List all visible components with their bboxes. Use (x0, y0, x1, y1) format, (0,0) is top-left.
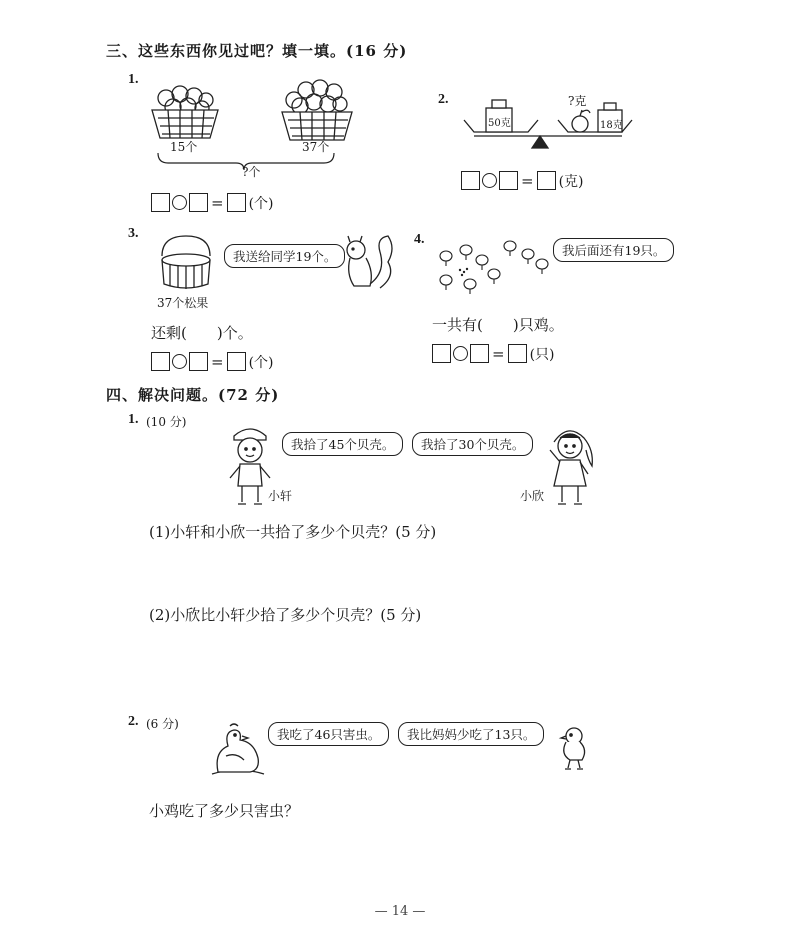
answer-box[interactable] (470, 344, 489, 363)
q3-1-number: 1. (128, 72, 139, 87)
q3-2-number: 2. (438, 92, 449, 107)
q3-3-number: 3. (128, 226, 139, 241)
chicken-speech-bubble: 我后面还有19只。 (553, 238, 674, 262)
q3-2-equation: = (克) (461, 170, 584, 191)
answer-box[interactable] (461, 171, 480, 190)
section-4-title: 四、解决问题。(72 分) (106, 386, 280, 404)
girl-xiaoxin-icon (544, 420, 600, 510)
hen-speech-bubble: 我吃了46只害虫。 (268, 722, 389, 746)
q3-3-equation: = (个) (151, 351, 274, 372)
answer-box[interactable] (189, 193, 208, 212)
answer-box[interactable] (499, 171, 518, 190)
answer-box[interactable] (537, 171, 556, 190)
q3-4-number: 4. (414, 232, 425, 247)
chicken-total-text: 一共有( )只鸡。 (432, 316, 564, 334)
girl-name-label: 小欣 (520, 489, 545, 503)
basket-left (152, 86, 218, 138)
q4-2-number: 2. (128, 714, 139, 729)
q4-2-score: (6 分) (146, 717, 179, 731)
unit-label: (克) (558, 173, 584, 190)
q4-1-number: 1. (128, 412, 139, 427)
girl-speech-bubble: 我拾了30个贝壳。 (412, 432, 533, 456)
operator-circle[interactable] (453, 346, 468, 361)
answer-box[interactable] (151, 193, 170, 212)
chick-speech-bubble: 我比妈妈少吃了13只。 (398, 722, 544, 746)
answer-box[interactable] (151, 352, 170, 371)
boy-speech-bubble: 我拾了45个贝壳。 (282, 432, 403, 456)
chickens-illustration (432, 236, 552, 296)
basket-right (282, 80, 352, 140)
unit-label: (个) (248, 354, 274, 371)
q4-1-score: (10 分) (146, 415, 187, 429)
unit-label: (个) (248, 195, 274, 212)
total-count: ?个 (242, 165, 261, 179)
hen-icon (208, 722, 268, 782)
answer-box[interactable] (189, 352, 208, 371)
unknown-weight-label: ?克 (568, 94, 587, 108)
answer-box[interactable] (227, 193, 246, 212)
q3-1-equation: = (个) (151, 192, 274, 213)
unit-label: (只) (529, 346, 555, 363)
answer-box[interactable] (432, 344, 451, 363)
section-3-title: 三、这些东西你见过吧？填一填。(16 分) (106, 42, 408, 60)
right-basket-count: 37个 (302, 140, 330, 154)
operator-circle[interactable] (172, 354, 187, 369)
squirrel-speech-bubble: 我送给同学19个。 (224, 244, 345, 268)
remaining-text: 还剩( )个。 (151, 324, 253, 342)
operator-circle[interactable] (172, 195, 187, 210)
answer-box[interactable] (508, 344, 527, 363)
boy-name-label: 小轩 (268, 489, 293, 503)
page-number: — 14 — (374, 904, 426, 919)
weight-right-label: 18克 (600, 120, 623, 131)
q4-2-question: 小鸡吃了多少只害虫？ (149, 802, 300, 820)
weight-left-label: 50克 (488, 118, 511, 129)
chick-icon (556, 724, 590, 772)
q4-1-sub1: (1)小轩和小欣一共拾了多少个贝壳？(5 分) (149, 523, 437, 541)
answer-box[interactable] (227, 352, 246, 371)
q3-4-equation: = (只) (432, 343, 555, 364)
left-basket-count: 15个 (170, 140, 198, 154)
q4-1-sub2: (2)小欣比小轩少拾了多少个贝壳？(5 分) (149, 606, 422, 624)
pinecone-basket-illustration (158, 232, 218, 292)
squirrel-icon (336, 232, 396, 292)
pinecone-count-label: 37个松果 (157, 296, 209, 310)
operator-circle[interactable] (482, 173, 497, 188)
